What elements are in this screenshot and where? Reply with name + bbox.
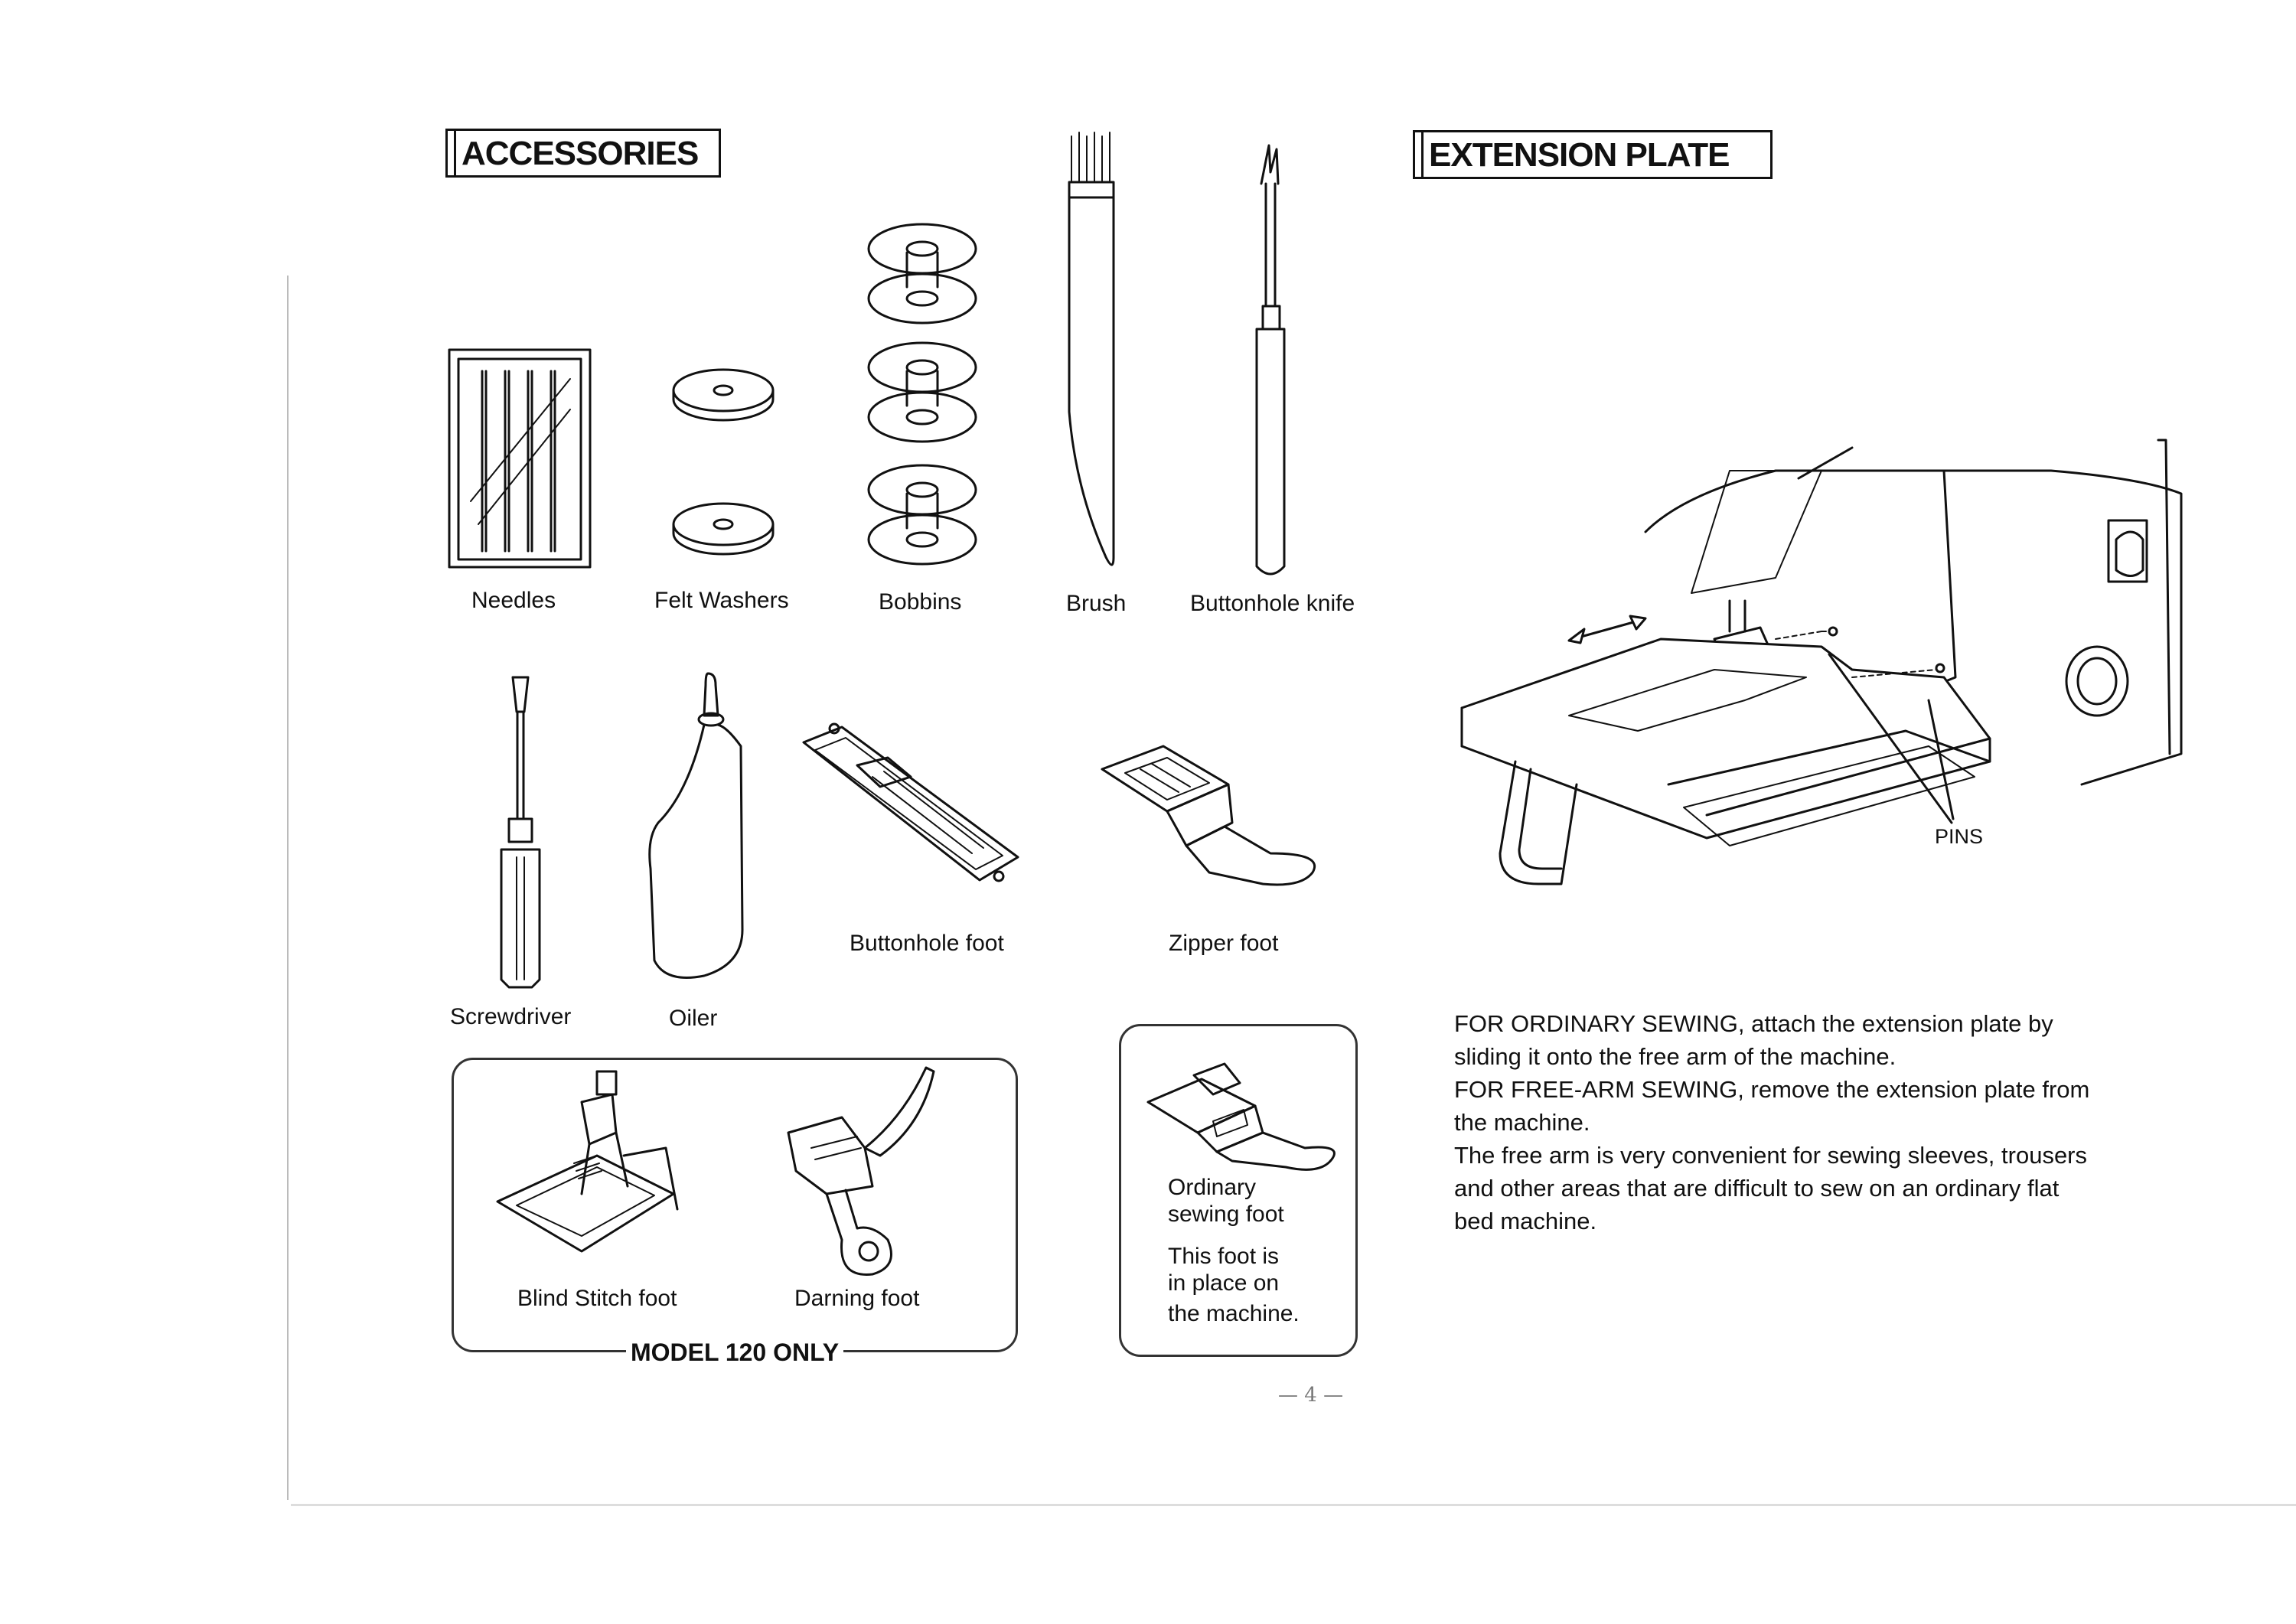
bobbins-label: Bobbins [879,589,962,615]
buttonhole-knife-illustration [1240,138,1301,582]
blind-stitch-foot-label: Blind Stitch foot [517,1286,677,1311]
ordinary-foot-note1: This foot is [1168,1244,1280,1269]
instruction-line: bed machine. [1454,1208,1597,1234]
ordinary-foot-line2: sewing foot [1168,1202,1284,1227]
screwdriver-illustration [490,673,551,991]
extension-plate-heading: EXTENSION PLATE [1413,130,1773,179]
instruction-line: The free arm is very convenient for sewing sleeves, trousers [1454,1142,2088,1169]
ordinary-foot-illustration [1140,1060,1339,1175]
instruction-line: and other areas that are difficult to sew on an ordinary flat [1454,1175,2060,1202]
instruction-line: sliding it onto the free arm of the machine. [1454,1043,1896,1070]
needles-label: Needles [471,588,556,613]
oiler-label: Oiler [669,1006,718,1031]
extension-plate-instructions [1454,1007,2158,1238]
page-bottom-edge [291,1504,2296,1506]
bobbins-illustration [861,222,983,566]
ordinary-foot-note2: in place on [1168,1270,1280,1296]
ordinary-foot-line1: Ordinary [1168,1175,1257,1200]
darning-foot-label: Darning foot [794,1286,920,1311]
page-left-edge [287,276,289,1500]
page-number: — 4 — [1278,1384,1344,1407]
zipper-foot-label: Zipper foot [1169,931,1279,956]
model-120-caption: MODEL 120 ONLY [459,1335,1010,1369]
extension-plate-machine-illustration [1454,425,2265,922]
buttonhole-knife-label: Buttonhole knife [1190,591,1355,616]
instruction-line: the machine. [1454,1109,1590,1136]
felt-washer-icon [670,367,777,429]
accessories-heading: ACCESSORIES [445,129,721,178]
brush-illustration [1060,129,1129,580]
felt-washers-label: Felt Washers [654,588,789,613]
blind-stitch-foot-illustration [482,1071,696,1263]
ordinary-foot-note3: the machine. [1168,1301,1300,1326]
pins-label: PINS [1935,825,1984,848]
brush-label: Brush [1066,591,1127,616]
instruction-line: FOR FREE-ARM SEWING, remove the extension plate from [1454,1076,2090,1103]
zipper-foot-illustration [1094,739,1324,895]
oiler-illustration [643,670,758,991]
screwdriver-label: Screwdriver [450,1004,572,1029]
needles-illustration [448,348,593,570]
buttonhole-foot-label: Buttonhole foot [850,931,1004,956]
darning-foot-illustration [773,1064,949,1286]
felt-washer-icon [670,501,777,563]
buttonhole-foot-illustration [796,719,1026,895]
instruction-line: FOR ORDINARY SEWING, attach the extension plate by [1454,1010,2053,1037]
